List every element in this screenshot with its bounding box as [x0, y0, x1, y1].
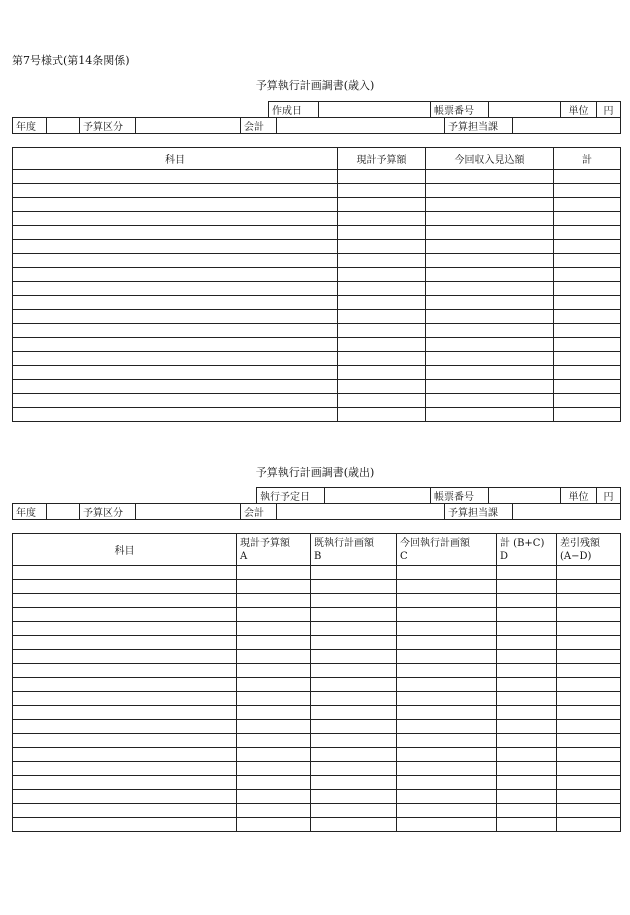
year-label: 年度	[13, 118, 47, 134]
account-label: 会計	[241, 118, 277, 134]
table-cell[interactable]	[557, 580, 621, 594]
table-cell[interactable]	[13, 818, 237, 832]
col-total: 計	[554, 148, 621, 170]
account-label: 会計	[241, 504, 277, 520]
table-row	[13, 184, 621, 198]
table-row	[13, 636, 621, 650]
revenue-title: 予算執行計画調書(歳入)	[255, 79, 375, 92]
col-total-d: 計 (B+C) D	[497, 534, 557, 566]
table-cell[interactable]	[311, 608, 397, 622]
table-cell[interactable]	[426, 226, 554, 240]
table-cell[interactable]	[13, 212, 338, 226]
table-cell[interactable]	[557, 804, 621, 818]
table-cell[interactable]	[426, 408, 554, 422]
table-cell[interactable]	[311, 818, 397, 832]
table-cell[interactable]	[338, 170, 426, 184]
table-cell[interactable]	[311, 776, 397, 790]
table-cell[interactable]	[13, 650, 237, 664]
table-cell[interactable]	[13, 352, 338, 366]
table-row	[13, 622, 621, 636]
department-label: 予算担当課	[445, 504, 513, 520]
table-cell[interactable]	[13, 198, 338, 212]
table-cell[interactable]	[13, 706, 237, 720]
table-cell[interactable]	[497, 650, 557, 664]
table-cell[interactable]	[237, 818, 311, 832]
table-cell[interactable]	[426, 352, 554, 366]
table-row	[13, 664, 621, 678]
table-cell[interactable]	[426, 254, 554, 268]
table-row	[13, 734, 621, 748]
table-cell[interactable]	[497, 636, 557, 650]
table-cell[interactable]	[338, 380, 426, 394]
table-cell[interactable]	[497, 580, 557, 594]
table-row	[13, 226, 621, 240]
table-row	[13, 282, 621, 296]
table-cell[interactable]	[13, 254, 338, 268]
table-cell[interactable]	[397, 720, 497, 734]
table-cell[interactable]	[237, 622, 311, 636]
table-cell[interactable]	[426, 324, 554, 338]
table-cell[interactable]	[497, 720, 557, 734]
table-cell[interactable]	[554, 296, 621, 310]
form-number-label: 第7号様式(第14条関係)	[12, 54, 130, 67]
table-cell[interactable]	[237, 566, 311, 580]
table-cell[interactable]	[397, 566, 497, 580]
table-cell[interactable]	[397, 594, 497, 608]
account-field[interactable]	[277, 504, 445, 520]
table-cell[interactable]	[13, 664, 237, 678]
table-cell[interactable]	[311, 594, 397, 608]
table-cell[interactable]	[554, 324, 621, 338]
table-cell[interactable]	[397, 790, 497, 804]
table-cell[interactable]	[497, 790, 557, 804]
table-cell[interactable]	[557, 776, 621, 790]
table-cell[interactable]	[497, 664, 557, 678]
table-cell[interactable]	[497, 608, 557, 622]
unit-value: 円	[597, 488, 621, 504]
table-cell[interactable]	[338, 268, 426, 282]
table-cell[interactable]	[554, 212, 621, 226]
table-cell[interactable]	[338, 408, 426, 422]
table-cell[interactable]	[554, 170, 621, 184]
table-cell[interactable]	[557, 594, 621, 608]
table-cell[interactable]	[338, 240, 426, 254]
table-cell[interactable]	[426, 380, 554, 394]
table-cell[interactable]	[338, 366, 426, 380]
table-cell[interactable]	[397, 608, 497, 622]
table-cell[interactable]	[311, 650, 397, 664]
table-cell[interactable]	[557, 818, 621, 832]
table-cell[interactable]	[311, 790, 397, 804]
table-cell[interactable]	[497, 818, 557, 832]
col-current-budget: 現計予算額	[338, 148, 426, 170]
table-row	[13, 706, 621, 720]
table-cell[interactable]	[13, 790, 237, 804]
table-cell[interactable]	[237, 776, 311, 790]
expenditure-title: 予算執行計画調書(歳出)	[255, 466, 375, 479]
table-row	[13, 776, 621, 790]
table-cell[interactable]	[237, 790, 311, 804]
table-cell[interactable]	[311, 692, 397, 706]
table-row	[13, 566, 621, 580]
table-cell[interactable]	[397, 748, 497, 762]
table-cell[interactable]	[237, 804, 311, 818]
table-cell[interactable]	[557, 678, 621, 692]
revenue-info-row	[12, 117, 621, 134]
table-cell[interactable]	[554, 240, 621, 254]
table-cell[interactable]	[554, 408, 621, 422]
table-cell[interactable]	[557, 734, 621, 748]
table-cell[interactable]	[13, 720, 237, 734]
table-cell[interactable]	[13, 268, 338, 282]
table-cell[interactable]	[557, 650, 621, 664]
table-cell[interactable]	[338, 226, 426, 240]
table-cell[interactable]	[557, 762, 621, 776]
table-row	[13, 324, 621, 338]
table-cell[interactable]	[554, 380, 621, 394]
account-field[interactable]	[277, 118, 445, 134]
table-cell[interactable]	[338, 254, 426, 268]
table-cell[interactable]	[311, 720, 397, 734]
table-cell[interactable]	[397, 678, 497, 692]
year-field[interactable]	[47, 118, 80, 134]
revenue-table	[12, 147, 621, 422]
table-cell[interactable]	[13, 804, 237, 818]
table-cell[interactable]	[557, 706, 621, 720]
table-cell[interactable]	[557, 608, 621, 622]
table-cell[interactable]	[237, 650, 311, 664]
table-cell[interactable]	[13, 776, 237, 790]
table-cell[interactable]	[397, 818, 497, 832]
table-cell[interactable]	[13, 184, 338, 198]
ledger-number-field[interactable]	[489, 488, 561, 504]
table-cell[interactable]	[311, 734, 397, 748]
table-row	[13, 790, 621, 804]
col-subject: 科目	[13, 148, 338, 170]
budget-category-label: 予算区分	[80, 118, 136, 134]
table-cell[interactable]	[237, 608, 311, 622]
table-cell[interactable]	[237, 720, 311, 734]
table-cell[interactable]	[397, 706, 497, 720]
table-cell[interactable]	[13, 170, 338, 184]
table-cell[interactable]	[397, 622, 497, 636]
table-cell[interactable]	[13, 226, 338, 240]
table-cell[interactable]	[554, 254, 621, 268]
expenditure-table	[12, 533, 621, 832]
table-row	[13, 296, 621, 310]
table-cell[interactable]	[554, 198, 621, 212]
department-label: 予算担当課	[445, 118, 513, 134]
table-row	[13, 594, 621, 608]
table-cell[interactable]	[554, 226, 621, 240]
table-row	[13, 678, 621, 692]
table-cell[interactable]	[497, 804, 557, 818]
table-cell[interactable]	[311, 664, 397, 678]
table-cell[interactable]	[13, 296, 338, 310]
planned-date-label: 執行予定日	[257, 488, 325, 504]
table-cell[interactable]	[13, 366, 338, 380]
table-row	[13, 804, 621, 818]
table-cell[interactable]	[426, 282, 554, 296]
table-cell[interactable]	[397, 734, 497, 748]
table-cell[interactable]	[311, 678, 397, 692]
table-cell[interactable]	[426, 394, 554, 408]
table-cell[interactable]	[13, 338, 338, 352]
table-cell[interactable]	[13, 678, 237, 692]
table-cell[interactable]	[311, 580, 397, 594]
revenue-meta-row	[268, 101, 621, 118]
table-cell[interactable]	[338, 184, 426, 198]
table-cell[interactable]	[237, 678, 311, 692]
table-cell[interactable]	[397, 776, 497, 790]
table-cell[interactable]	[557, 622, 621, 636]
table-row	[13, 240, 621, 254]
table-cell[interactable]	[237, 762, 311, 776]
table-cell[interactable]	[13, 380, 338, 394]
table-cell[interactable]	[311, 566, 397, 580]
table-cell[interactable]	[338, 296, 426, 310]
table-cell[interactable]	[426, 212, 554, 226]
table-cell[interactable]	[13, 594, 237, 608]
table-cell[interactable]	[397, 804, 497, 818]
table-cell[interactable]	[237, 664, 311, 678]
table-cell[interactable]	[497, 622, 557, 636]
table-cell[interactable]	[497, 748, 557, 762]
table-cell[interactable]	[554, 338, 621, 352]
table-row	[13, 254, 621, 268]
table-cell[interactable]	[557, 720, 621, 734]
table-cell[interactable]	[557, 790, 621, 804]
table-cell[interactable]	[13, 310, 338, 324]
table-cell[interactable]	[557, 664, 621, 678]
table-row	[13, 692, 621, 706]
table-cell[interactable]	[13, 636, 237, 650]
table-cell[interactable]	[13, 324, 338, 338]
table-cell[interactable]	[338, 394, 426, 408]
ledger-number-label: 帳票番号	[431, 102, 489, 118]
col-current-budget-a: 現計予算額 A	[237, 534, 311, 566]
table-cell[interactable]	[13, 608, 237, 622]
table-cell[interactable]	[13, 692, 237, 706]
table-cell[interactable]	[237, 580, 311, 594]
table-cell[interactable]	[237, 706, 311, 720]
table-cell[interactable]	[338, 324, 426, 338]
unit-label: 単位	[561, 102, 597, 118]
table-cell[interactable]	[397, 636, 497, 650]
table-cell[interactable]	[426, 366, 554, 380]
table-row	[13, 762, 621, 776]
table-cell[interactable]	[338, 338, 426, 352]
table-cell[interactable]	[311, 636, 397, 650]
table-cell[interactable]	[426, 184, 554, 198]
table-cell[interactable]	[338, 310, 426, 324]
ledger-number-field[interactable]	[489, 102, 561, 118]
table-cell[interactable]	[13, 762, 237, 776]
table-cell[interactable]	[397, 580, 497, 594]
unit-label: 単位	[561, 488, 597, 504]
table-cell[interactable]	[397, 762, 497, 776]
table-cell[interactable]	[426, 198, 554, 212]
table-cell[interactable]	[237, 594, 311, 608]
table-row	[13, 720, 621, 734]
table-row	[13, 268, 621, 282]
table-row	[13, 650, 621, 664]
table-cell[interactable]	[557, 636, 621, 650]
expenditure-info-row	[12, 503, 621, 520]
col-executed-plan-b: 既執行計画額 B	[311, 534, 397, 566]
table-cell[interactable]	[554, 352, 621, 366]
table-cell[interactable]	[554, 366, 621, 380]
table-cell[interactable]	[497, 566, 557, 580]
planned-date-field[interactable]	[325, 488, 431, 504]
unit-value: 円	[597, 102, 621, 118]
table-cell[interactable]	[13, 408, 338, 422]
table-row	[13, 748, 621, 762]
table-cell[interactable]	[311, 622, 397, 636]
budget-category-field[interactable]	[136, 504, 241, 520]
year-label: 年度	[13, 504, 47, 520]
table-cell[interactable]	[13, 622, 237, 636]
table-cell[interactable]	[397, 664, 497, 678]
col-current-plan-c: 今回執行計画額 C	[397, 534, 497, 566]
table-cell[interactable]	[497, 776, 557, 790]
table-cell[interactable]	[497, 734, 557, 748]
table-cell[interactable]	[338, 352, 426, 366]
table-cell[interactable]	[557, 748, 621, 762]
table-cell[interactable]	[338, 212, 426, 226]
table-cell[interactable]	[554, 310, 621, 324]
table-cell[interactable]	[237, 734, 311, 748]
table-cell[interactable]	[397, 650, 497, 664]
table-cell[interactable]	[554, 184, 621, 198]
table-cell[interactable]	[426, 296, 554, 310]
table-cell[interactable]	[426, 240, 554, 254]
department-field[interactable]	[513, 118, 621, 134]
table-cell[interactable]	[13, 580, 237, 594]
table-cell[interactable]	[497, 706, 557, 720]
table-cell[interactable]	[237, 636, 311, 650]
table-cell[interactable]	[13, 748, 237, 762]
table-cell[interactable]	[497, 678, 557, 692]
created-date-label: 作成日	[269, 102, 319, 118]
table-cell[interactable]	[311, 804, 397, 818]
table-cell[interactable]	[13, 566, 237, 580]
table-cell[interactable]	[13, 282, 338, 296]
col-expected-revenue: 今回収入見込額	[426, 148, 554, 170]
table-cell[interactable]	[557, 566, 621, 580]
budget-category-label: 予算区分	[80, 504, 136, 520]
table-cell[interactable]	[311, 762, 397, 776]
department-field[interactable]	[513, 504, 621, 520]
created-date-field[interactable]	[319, 102, 431, 118]
table-row	[13, 198, 621, 212]
ledger-number-label: 帳票番号	[431, 488, 489, 504]
table-cell[interactable]	[554, 268, 621, 282]
table-row	[13, 608, 621, 622]
col-remaining: 差引残額 (A−D)	[557, 534, 621, 566]
table-row	[13, 352, 621, 366]
table-row	[13, 366, 621, 380]
table-cell[interactable]	[426, 338, 554, 352]
table-cell[interactable]	[237, 748, 311, 762]
table-cell[interactable]	[397, 692, 497, 706]
table-cell[interactable]	[311, 706, 397, 720]
table-row	[13, 380, 621, 394]
table-cell[interactable]	[13, 240, 338, 254]
table-row	[13, 394, 621, 408]
table-cell[interactable]	[554, 282, 621, 296]
table-row	[13, 338, 621, 352]
table-row	[13, 408, 621, 422]
table-row	[13, 818, 621, 832]
table-cell[interactable]	[554, 394, 621, 408]
table-cell[interactable]	[497, 692, 557, 706]
table-cell[interactable]	[557, 692, 621, 706]
table-cell[interactable]	[426, 310, 554, 324]
table-cell[interactable]	[338, 198, 426, 212]
table-row	[13, 170, 621, 184]
table-row	[13, 212, 621, 226]
table-cell[interactable]	[426, 170, 554, 184]
col-subject: 科目	[13, 534, 237, 566]
expenditure-meta-row	[256, 487, 621, 504]
table-cell[interactable]	[13, 734, 237, 748]
table-cell[interactable]	[13, 394, 338, 408]
table-cell[interactable]	[497, 762, 557, 776]
table-cell[interactable]	[426, 268, 554, 282]
year-field[interactable]	[47, 504, 80, 520]
table-row	[13, 310, 621, 324]
table-cell[interactable]	[311, 748, 397, 762]
table-cell[interactable]	[497, 594, 557, 608]
budget-category-field[interactable]	[136, 118, 241, 134]
table-cell[interactable]	[237, 692, 311, 706]
table-cell[interactable]	[338, 282, 426, 296]
table-row	[13, 580, 621, 594]
